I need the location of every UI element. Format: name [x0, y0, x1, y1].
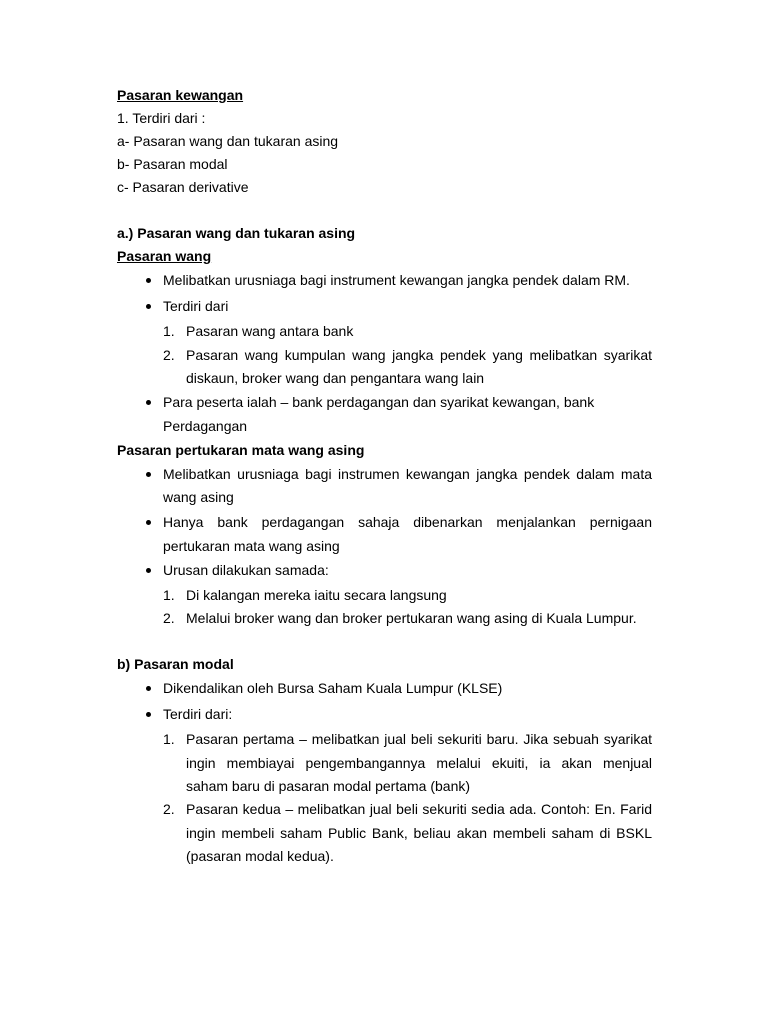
page-title: Pasaran kewangan: [117, 87, 244, 103]
intro-item-b: b- Pasaran modal: [117, 156, 228, 172]
list-item-text: ingin membeli saham Public Bank, beliau akan membeli saham di BSKL: [186, 825, 652, 841]
bullet-icon: [146, 304, 151, 309]
bullet-icon: [146, 278, 151, 283]
pertukaran-heading: Pasaran pertukaran mata wang asing: [117, 442, 365, 458]
bullet-text: Urusan dilakukan samada:: [163, 562, 329, 578]
list-item-text: Pasaran pertama – melibatkan jual beli sekuriti baru. Jika sebuah syarikat: [186, 731, 652, 747]
list-item-text: (pasaran modal kedua).: [186, 848, 334, 864]
bullet-text: wang asing: [163, 489, 234, 505]
intro-line: 1. Terdiri dari :: [117, 110, 206, 126]
intro-item-a: a- Pasaran wang dan tukaran asing: [117, 133, 339, 149]
list-item-text: Pasaran wang kumpulan wang jangka pendek yang melibatkan syarikat: [186, 347, 652, 363]
bullet-icon: [146, 400, 151, 405]
list-item-text: Pasaran wang antara bank: [186, 323, 354, 339]
list-number: 1.: [163, 323, 175, 339]
bullet-text: Melibatkan urusniaga bagi instrumen kewangan jangka pendek dalam mata: [163, 466, 652, 482]
bullet-text: Terdiri dari: [163, 298, 229, 314]
pasaran-wang-heading: Pasaran wang: [117, 248, 212, 264]
list-number: 2.: [163, 347, 175, 363]
list-number: 2.: [163, 801, 175, 817]
list-number: 1.: [163, 587, 175, 603]
bullet-icon: [146, 568, 151, 573]
bullet-text: Melibatkan urusniaga bagi instrument kewangan jangka pendek dalam RM.: [163, 272, 630, 288]
bullet-text: Terdiri dari:: [163, 706, 233, 722]
list-item-text: diskaun, broker wang dan pengantara wang lain: [186, 370, 485, 386]
list-number: 1.: [163, 731, 175, 747]
intro-item-c: c- Pasaran derivative: [117, 179, 249, 195]
bullet-icon: [146, 686, 151, 691]
bullet-icon: [146, 520, 151, 525]
bullet-text: Hanya bank perdagangan sahaja dibenarkan menjalankan pernigaan: [163, 514, 652, 530]
list-item-text: ingin membiayai pengembangannya melalui ekuiti, ia akan menjual: [186, 755, 652, 771]
bullet-text: Perdagangan: [163, 418, 248, 434]
bullet-text: Para peserta ialah – bank perdagangan dan syarikat kewangan, bank: [163, 394, 595, 410]
list-item-text: Di kalangan mereka iaitu secara langsung: [186, 587, 447, 603]
list-item-text: saham baru di pasaran modal pertama (bank): [186, 778, 471, 794]
bullet-icon: [146, 472, 151, 477]
section-a-heading: a.) Pasaran wang dan tukaran asing: [117, 225, 356, 241]
section-b-heading: b) Pasaran modal: [117, 656, 234, 672]
bullet-icon: [146, 712, 151, 717]
list-item-text: Melalui broker wang dan broker pertukaran wang asing di Kuala Lumpur.: [186, 610, 637, 626]
list-item-text: Pasaran kedua – melibatkan jual beli sekuriti sedia ada. Contoh: En. Farid: [186, 801, 652, 817]
bullet-text: pertukaran mata wang asing: [163, 538, 340, 554]
list-number: 2.: [163, 610, 175, 626]
bullet-text: Dikendalikan oleh Bursa Saham Kuala Lumpur (KLSE): [163, 680, 503, 696]
